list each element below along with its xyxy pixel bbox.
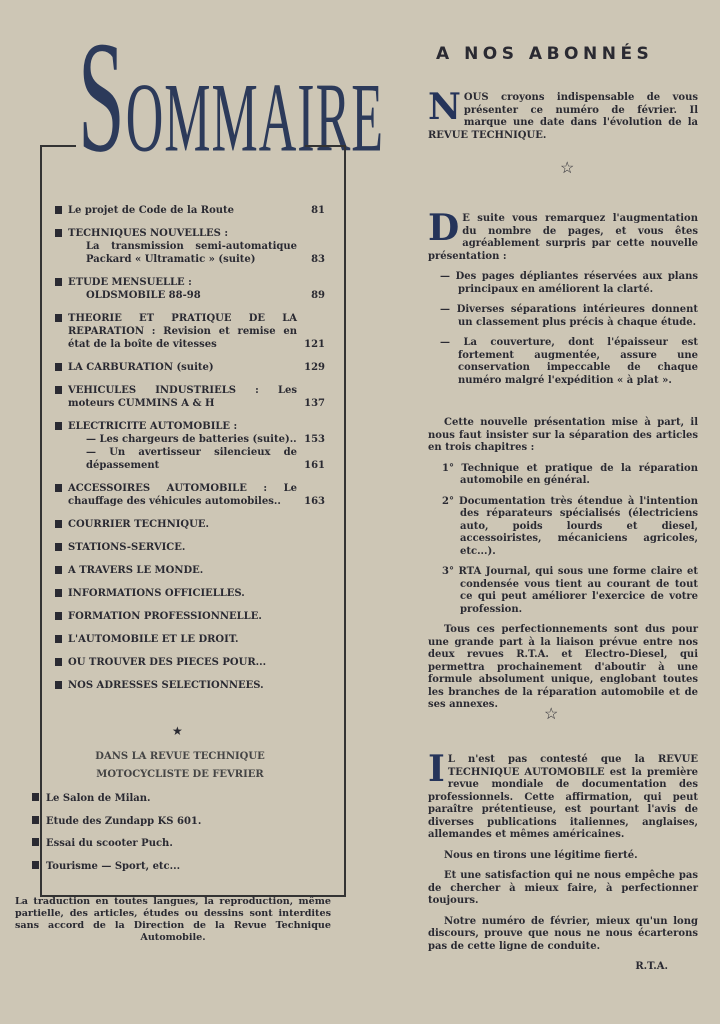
item-text: Essai du scooter Puch. (46, 838, 173, 849)
toc-page-number: 161 (304, 460, 325, 471)
list-item (32, 811, 201, 834)
toc-line: THEORIE ET PRATIQUE DE LA REPARATION : Revision et remise en état de la boîte de vitesses (68, 313, 297, 350)
dash-item: — Diverses séparations intérieures donnent un classement plus précis à chaque étude. (440, 304, 698, 328)
toc-entry (55, 312, 325, 351)
list-item (32, 856, 201, 879)
toc-entry-text (68, 656, 297, 669)
toc-entry (55, 227, 325, 266)
list-item (32, 788, 201, 811)
toc-entry-text (68, 482, 297, 508)
frame-top-right (305, 145, 344, 147)
toc-line: TECHNIQUES NOUVELLES : (68, 228, 229, 239)
drop-cap: N (428, 86, 461, 128)
paragraph-text: Tous ces perfectionnements sont dus pour une grande part à la liaison prévue entre nos deux revues R.T.A. et Electro-Diesel, qui permettra prochainement d'aboutir à une formule absolument unique, englobant toutes les branches de la réparation automobile et de ses annexes. (428, 624, 698, 710)
toc-line: INFORMATIONS OFFICIELLES. (68, 588, 245, 599)
dash-item: — La couverture, dont l'épaisseur est fortement augmentée, assure une conservation impeccable de chaque numéro malgré l'expédition « à plat ». (440, 337, 698, 386)
toc-page-number: 81 (311, 205, 325, 216)
bullet-icon (55, 635, 62, 643)
toc-entry (55, 587, 325, 600)
star-icon: ☆ (560, 158, 575, 177)
toc-entry-text (68, 541, 297, 554)
star-icon: ★ (172, 724, 183, 738)
bullet-icon (55, 484, 62, 492)
item-text: Le Salon de Milan. (46, 793, 151, 804)
paragraph-text: L n'est pas contesté que la REVUE TECHNIQUE AUTOMOBILE est la première revue mondiale de documentation des professionnels. Cette affirmation, qui peut paraître prétentieuse, est pourtant l'avis de diverses publications italiennes, anglaises, allemandes et mêmes américaines. (428, 754, 698, 840)
bullet-icon (55, 543, 62, 551)
frame-top-left (40, 145, 76, 147)
chapter-item: 1° Technique et pratique de la réparation automobile en général. (442, 462, 698, 486)
toc-page-number: 129 (304, 362, 325, 373)
bullet-icon (55, 658, 62, 666)
bullet-icon (55, 278, 62, 286)
chapter-item: 3° RTA Journal, qui sous une forme claire et condensée vous tient au courant de tout ce qui peut améliorer l'exercice de votre profession. (442, 566, 698, 615)
bullet-icon (32, 861, 39, 869)
toc-line: L'AUTOMOBILE ET LE DROIT. (68, 634, 239, 645)
bullet-icon (55, 612, 62, 620)
toc-page-number: 153 (304, 434, 325, 445)
toc-line: — Les chargeurs de batteries (suite).. (86, 434, 297, 445)
toc-entry-text (68, 227, 297, 266)
bullet-icon (55, 566, 62, 574)
item-text: Etude des Zundapp KS 601. (46, 815, 202, 827)
toc-entry (55, 610, 325, 623)
moto-list (32, 788, 201, 878)
bullet-icon (55, 229, 62, 237)
toc-entry-text (68, 564, 297, 577)
toc-page-number: 83 (311, 254, 325, 265)
toc-entry-text (68, 276, 297, 302)
toc-entry (55, 204, 325, 217)
toc-entry (55, 564, 325, 577)
toc-line: A TRAVERS LE MONDE. (68, 565, 204, 576)
toc-entry (55, 633, 325, 646)
toc-line: OU TROUVER DES PIECES POUR... (68, 657, 267, 668)
table-of-contents (55, 204, 325, 702)
toc-line: ACCESSOIRES AUTOMOBILE : Le chauffage des véhicules automobiles.. (68, 483, 297, 507)
toc-line: VEHICULES INDUSTRIELS : Les moteurs CUMMINS A & H (68, 385, 297, 409)
paragraph-closing (428, 748, 698, 974)
paragraph-text: Cette nouvelle présentation mise à part, il nous faut insister sur la séparation des articles en trois chapitres : (428, 417, 698, 453)
toc-line: COURRIER TECHNIQUE. (68, 519, 209, 530)
bullet-icon (55, 520, 62, 528)
moto-heading-line: DANS LA REVUE TECHNIQUE (95, 751, 265, 762)
legal-notice: La traduction en toutes langues, la reproduction, même partielle, des articles, études ou dessins sont interdites sans accord de la Direction de la Revue Technique Automobile. (15, 896, 331, 943)
toc-page-number (297, 420, 325, 472)
toc-entry-text (68, 204, 297, 217)
toc-entry (55, 518, 325, 531)
toc-entry-text (68, 312, 297, 351)
toc-page-number: 121 (304, 339, 325, 350)
article-heading: A NOS ABONNÉS (436, 44, 654, 64)
toc-entry (55, 482, 325, 508)
chapter-item: 2° Documentation très étendue à l'intention des réparateurs spécialisés (électriciens auto, poids lourds et diesel, accessoiristes, mécaniciens agricoles, etc...). (442, 495, 698, 557)
bullet-icon (32, 793, 39, 801)
dash-item: — Des pages dépliantes réservées aux plans principaux en améliorent la clarté. (440, 271, 698, 295)
toc-entry (55, 679, 325, 692)
star-icon: ☆ (544, 704, 559, 723)
bullet-icon (32, 838, 39, 846)
drop-cap: I (428, 748, 445, 790)
paragraph-text: Nous en tirons une légitime fierté. (444, 849, 638, 861)
toc-entry (55, 541, 325, 554)
toc-entry-text (68, 587, 297, 600)
toc-page-number: 163 (304, 496, 325, 507)
paragraph-presentation (428, 207, 698, 395)
toc-line: ELECTRICITE AUTOMOBILE : (68, 421, 238, 432)
toc-page-number: 137 (304, 398, 325, 409)
toc-line: OLDSMOBILE 88-98 (86, 290, 201, 301)
bullet-icon (55, 681, 62, 689)
paragraph-text: Et une satisfaction qui ne nous empêche pas de chercher à mieux faire, à perfectionner toujours. (428, 870, 698, 906)
toc-line: ETUDE MENSUELLE : (68, 277, 192, 288)
bullet-icon (55, 422, 62, 430)
toc-line: La transmission semi-automatique Packard « Ultramatic » (suite) (86, 241, 297, 265)
toc-entry-text (68, 384, 297, 410)
paragraph-chapters (428, 417, 698, 720)
toc-entry (55, 384, 325, 410)
signature: R.T.A. (635, 961, 668, 972)
bullet-icon (32, 816, 39, 824)
toc-entry (55, 276, 325, 302)
toc-entry (55, 420, 325, 472)
drop-cap: D (428, 207, 460, 249)
bullet-icon (55, 589, 62, 597)
bullet-icon (55, 386, 62, 394)
paragraph-text: Notre numéro de février, mieux qu'un long discours, prouve que nous ne nous écarterons pas de cette ligne de conduite. (428, 915, 698, 952)
toc-line: — Un avertisseur silencieux de dépassement (86, 447, 297, 471)
moto-heading (70, 748, 290, 784)
title-initial: S (78, 9, 126, 187)
toc-entry-text (68, 633, 297, 646)
moto-heading-line: MOTOCYCLISTE DE FEVRIER (96, 769, 264, 780)
toc-line: Le projet de Code de la Route (68, 205, 235, 216)
toc-entry (55, 656, 325, 669)
toc-entry-text (68, 610, 297, 623)
toc-entry-text (68, 679, 297, 692)
toc-line: STATIONS-SERVICE. (68, 542, 186, 553)
list-item (32, 833, 201, 856)
toc-entry-text (68, 518, 297, 531)
toc-line: FORMATION PROFESSIONNELLE. (68, 611, 262, 622)
toc-line: NOS ADRESSES SELECTIONNEES. (68, 680, 264, 691)
title-rest: OMMAIRE (125, 64, 385, 174)
toc-entry-text (68, 420, 297, 472)
item-text: Tourisme — Sport, etc... (46, 860, 181, 872)
bullet-icon (55, 314, 62, 322)
bullet-icon (55, 206, 62, 214)
paragraph-intro (428, 86, 698, 142)
bullet-icon (55, 363, 62, 371)
paragraph-text: OUS croyons indispensable de vous présenter ce numéro de février. Il marque une date dans l'évolution de la REVUE TECHNIQUE. (428, 92, 698, 141)
toc-line: LA CARBURATION (suite) (68, 362, 214, 373)
toc-entry-text (68, 361, 297, 374)
toc-page-number: 89 (311, 290, 325, 301)
paragraph-text: E suite vous remarquez l'augmentation du nombre de pages, et vous êtes agréablement surpris par cette nouvelle présentation : (428, 213, 698, 262)
toc-entry (55, 361, 325, 374)
